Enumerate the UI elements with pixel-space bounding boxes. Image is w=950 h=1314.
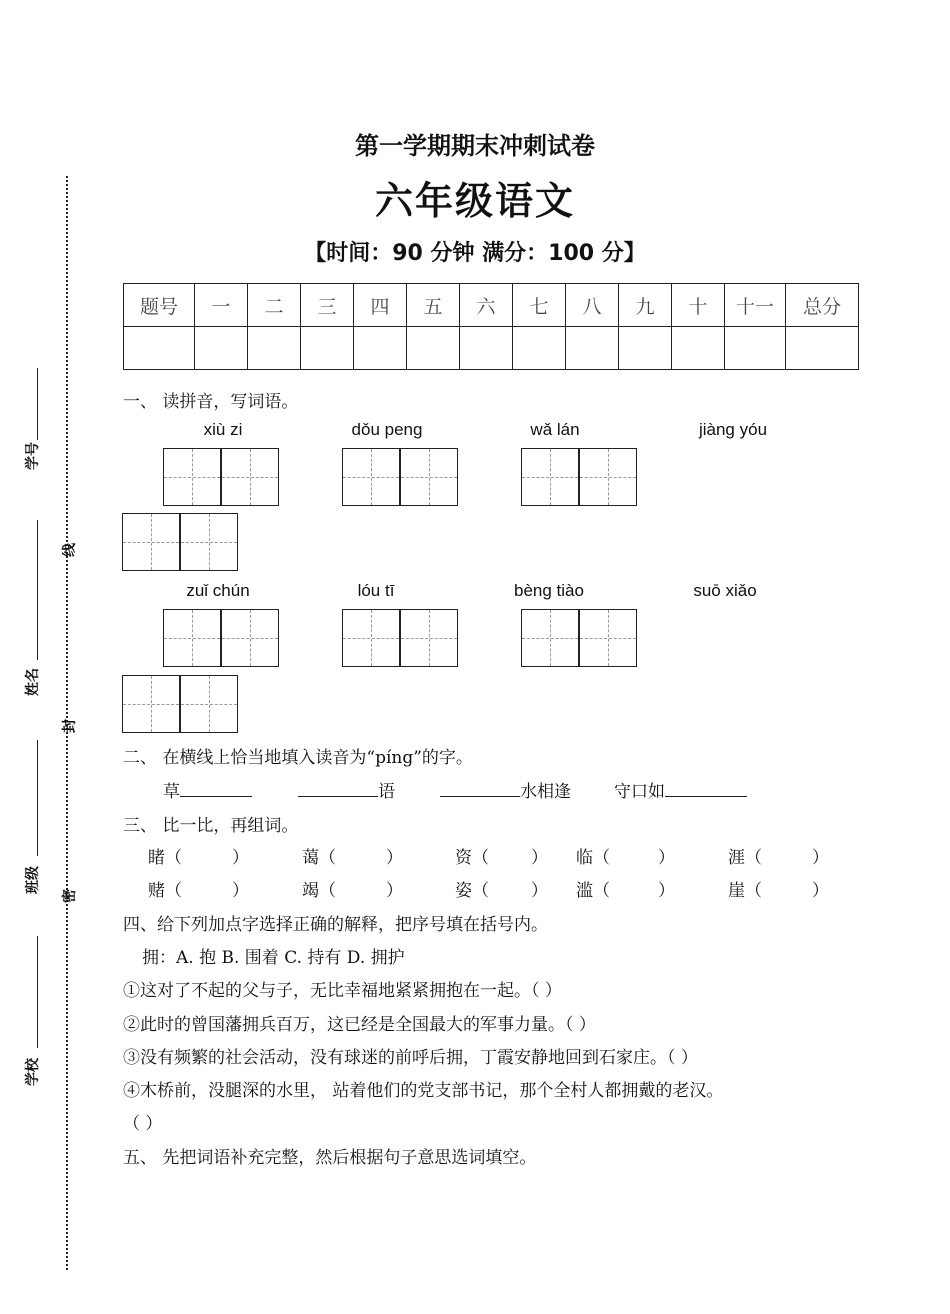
exam-title: 六年级语文	[374, 179, 575, 223]
score-cell[interactable]	[566, 327, 619, 370]
school-label: 学校	[25, 1058, 41, 1086]
score-header-cell: 九	[619, 284, 672, 327]
score-header-cell: 一	[195, 284, 248, 327]
score-cell[interactable]	[124, 327, 195, 370]
compare-char: 蔼	[302, 848, 319, 868]
compare-char: 崖	[728, 881, 745, 901]
section4-options: 拥：A. 抱 B. 围着 C. 持有 D. 拥护	[142, 948, 405, 968]
compare-item	[576, 843, 675, 868]
score-header-cell: 题号	[124, 284, 195, 327]
compare-item	[148, 843, 249, 868]
section4-question-4: ④木桥前，没腿深的水里， 站着他们的党支部书记，那个全村人都拥戴的老汉。	[123, 1081, 724, 1101]
paren: （	[593, 848, 610, 868]
class-label: 班级	[25, 866, 41, 894]
writing-grid[interactable]	[122, 675, 240, 735]
section2-item-text: 语	[378, 782, 395, 802]
fill-blank[interactable]	[298, 795, 378, 797]
score-header-cell: 七	[513, 284, 566, 327]
score-header-cell: 八	[566, 284, 619, 327]
paren: （	[319, 848, 336, 868]
compare-char: 竭	[302, 881, 319, 901]
writing-grid[interactable]	[163, 609, 281, 669]
pinyin-label: xiù zi	[203, 420, 243, 439]
name-label: 姓名	[25, 668, 41, 696]
score-table-value-row	[124, 327, 859, 370]
paren: ）	[812, 848, 829, 868]
paren: ）	[232, 848, 249, 868]
score-cell[interactable]	[354, 327, 407, 370]
section4-title: 四、给下列加点字选择正确的解释，把序号填在括号内。	[123, 915, 548, 935]
compare-char: 临	[576, 848, 593, 868]
score-cell[interactable]	[513, 327, 566, 370]
section3-title: 三、 比一比，再组词。	[123, 816, 299, 836]
score-header-cell: 三	[301, 284, 354, 327]
paren: ）	[531, 881, 548, 901]
section2-item-text: 草	[163, 782, 180, 802]
section2-item	[298, 777, 395, 802]
school-blank[interactable]	[37, 936, 38, 1048]
writing-grid[interactable]	[122, 513, 240, 573]
section5-title: 五、 先把词语补充完整，然后根据句子意思选词填空。	[123, 1148, 537, 1168]
compare-char: 睹	[148, 848, 165, 868]
section4-question-1: ①这对了不起的父与子，无比幸福地紧紧拥抱在一起。（ ）	[123, 981, 562, 1001]
exam-subtitle: 第一学期期末冲刺试卷	[355, 132, 595, 160]
score-cell[interactable]	[248, 327, 301, 370]
writing-grid[interactable]	[342, 448, 460, 508]
paren: （	[165, 881, 182, 901]
compare-item	[148, 876, 249, 901]
writing-grid[interactable]	[521, 609, 639, 669]
pinyin-label: lóu tī	[357, 581, 395, 600]
score-cell[interactable]	[672, 327, 725, 370]
fill-blank[interactable]	[665, 795, 747, 797]
student-id-blank[interactable]	[37, 368, 38, 440]
paren: ）	[531, 848, 548, 868]
score-header-cell: 总分	[786, 284, 859, 327]
section2-item	[163, 777, 252, 802]
exam-time-info: 【时间：90 分钟 满分：100 分】	[304, 241, 646, 266]
score-cell[interactable]	[619, 327, 672, 370]
seal-char-line: 线	[62, 543, 78, 557]
score-cell[interactable]	[407, 327, 460, 370]
student-id-label: 学号	[25, 442, 41, 470]
score-header-cell: 四	[354, 284, 407, 327]
writing-grid[interactable]	[521, 448, 639, 508]
paren: ）	[386, 881, 403, 901]
score-header-cell: 十一	[725, 284, 786, 327]
score-cell[interactable]	[301, 327, 354, 370]
section2-item-text: 水相逢	[520, 782, 571, 802]
paren: （	[745, 848, 762, 868]
writing-grid[interactable]	[342, 609, 460, 669]
compare-char: 姿	[455, 881, 472, 901]
score-cell[interactable]	[460, 327, 513, 370]
compare-item	[455, 876, 548, 901]
pinyin-label: zuǐ chún	[186, 581, 250, 600]
fill-blank[interactable]	[180, 795, 252, 797]
compare-item	[302, 876, 403, 901]
paren: （	[472, 881, 489, 901]
fill-blank[interactable]	[440, 795, 520, 797]
section4-question-2: ②此时的曾国藩拥兵百万，这已经是全国最大的军事力量。（ ）	[123, 1015, 596, 1035]
score-cell[interactable]	[786, 327, 859, 370]
compare-item	[728, 876, 829, 901]
score-header-cell: 五	[407, 284, 460, 327]
section2-item	[440, 777, 571, 802]
compare-char: 滥	[576, 881, 593, 901]
paren: ）	[232, 881, 249, 901]
paren: （	[472, 848, 489, 868]
score-table	[123, 283, 859, 370]
writing-grid[interactable]	[163, 448, 281, 508]
pinyin-label: wǎ lán	[530, 420, 580, 439]
paren: （	[745, 881, 762, 901]
pinyin-label: dǒu peng	[351, 420, 423, 439]
pinyin-label: bèng tiào	[514, 581, 584, 600]
pinyin-label: suō xiǎo	[693, 581, 757, 600]
section2-item	[614, 777, 747, 802]
score-header-cell: 六	[460, 284, 513, 327]
paren: （	[593, 881, 610, 901]
compare-item	[728, 843, 829, 868]
score-table-header-row	[124, 284, 859, 327]
section4-question-4-answer[interactable]: （ ）	[123, 1114, 163, 1134]
paren: ）	[658, 881, 675, 901]
compare-item	[576, 876, 675, 901]
compare-item	[455, 843, 548, 868]
paren: ）	[812, 881, 829, 901]
score-cell[interactable]	[195, 327, 248, 370]
compare-char: 涯	[728, 848, 745, 868]
paren: ）	[386, 848, 403, 868]
section1-title: 一、 读拼音，写词语。	[123, 392, 299, 412]
section2-title: 二、 在横线上恰当地填入读音为“píng”的字。	[123, 748, 473, 768]
pinyin-label: jiàng yóu	[698, 420, 768, 439]
section2-item-text: 守口如	[614, 782, 665, 802]
compare-char: 赌	[148, 881, 165, 901]
paren: ）	[658, 848, 675, 868]
paren: （	[319, 881, 336, 901]
name-blank[interactable]	[37, 520, 38, 660]
compare-item	[302, 843, 403, 868]
paren: （	[165, 848, 182, 868]
score-cell[interactable]	[725, 327, 786, 370]
class-blank[interactable]	[37, 740, 38, 856]
seal-char-secret: 密	[62, 889, 78, 903]
score-header-cell: 二	[248, 284, 301, 327]
compare-char: 资	[455, 848, 472, 868]
section4-question-3: ③没有频繁的社会活动，没有球迷的前呼后拥，丁霞安静地回到石家庄。（ ）	[123, 1048, 698, 1068]
seal-char-seal: 封	[62, 719, 78, 733]
score-header-cell: 十	[672, 284, 725, 327]
